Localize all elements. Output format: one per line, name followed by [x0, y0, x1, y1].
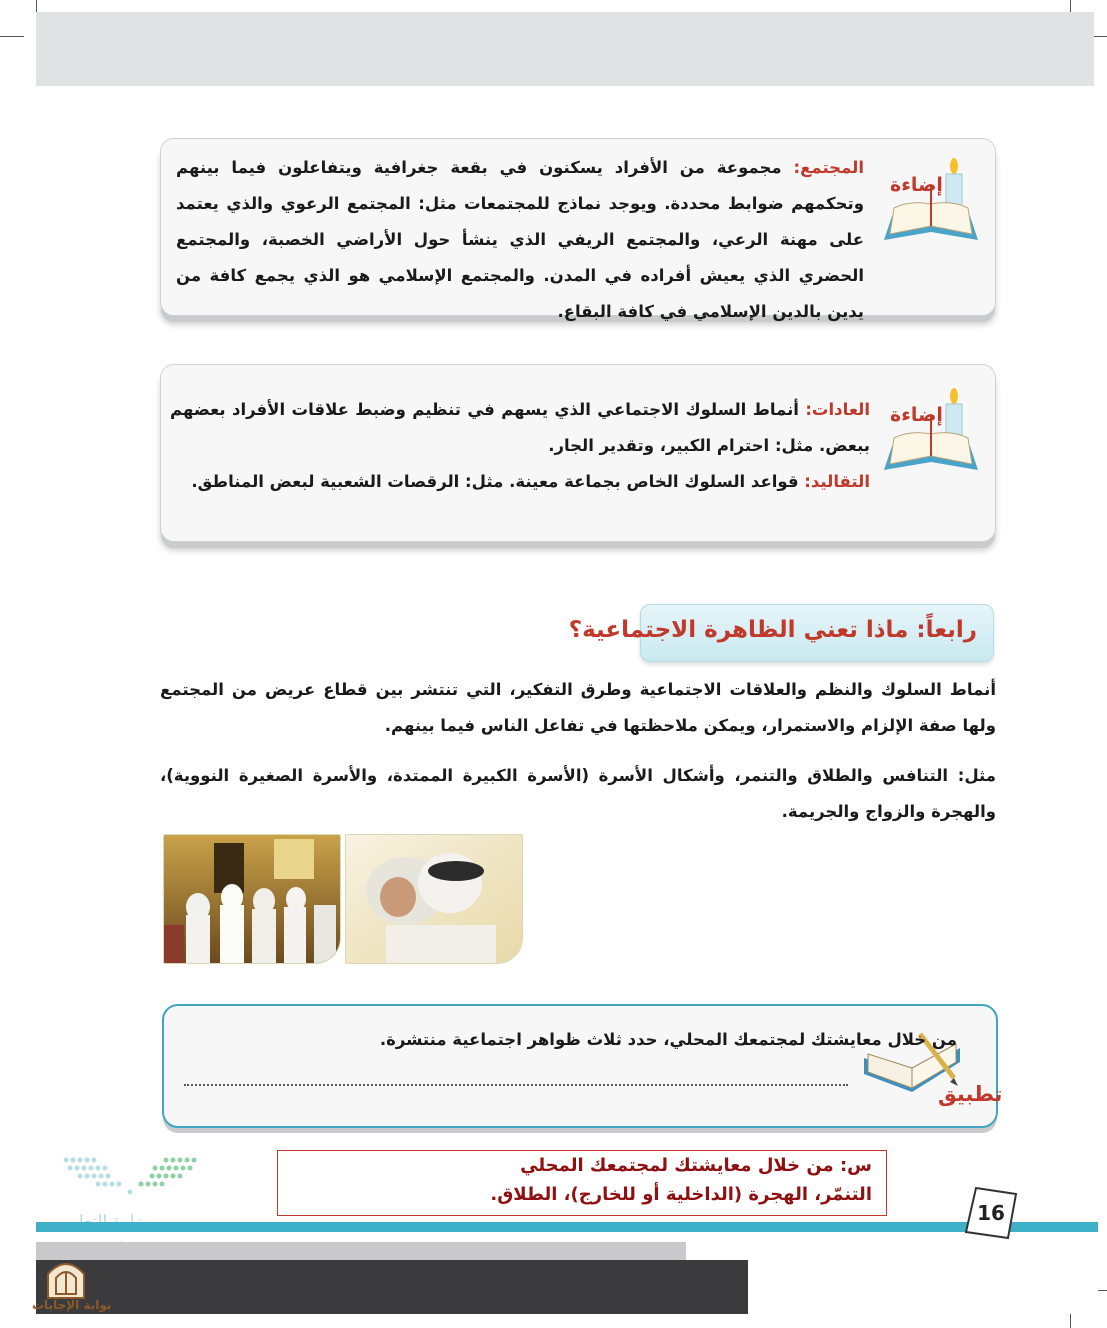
footer-dark-bar	[36, 1260, 748, 1314]
customs-text: أنماط السلوك الاجتماعي الذي يسهم في تنظيم وضبط علاقات الأفراد بعضهم ببعض. مثل: احترام الكبير، وتقدير الجار.	[170, 400, 870, 455]
society-definition	[176, 150, 864, 330]
photo-crowd	[163, 834, 341, 964]
idaa-label: إضاءة	[890, 404, 943, 426]
answer-box	[277, 1150, 887, 1216]
society-text: مجموعة من الأفراد يسكنون في بقعة جغرافية ويتفاعلون فيما بينهم وتحكمهم ضوابط محددة. ويوجد نماذج للمجتمعات مثل: المجتمع الرعوي والذي يعتمد على مهنة الرعي، والمجتمع الريفي الذي ينشأ حول الأراضي الخصبة، والمجتمع الحضري الذي يعيش أفراده في المدن. والمجتمع الإسلامي هو الذي يجمع كافة من يدين بالدين الإسلامي في كافة البقاع.	[176, 158, 864, 321]
footer-slant	[686, 1232, 1098, 1314]
idaa-label: إضاءة	[890, 174, 943, 196]
portal-name: بوابة الإجابات	[32, 1298, 112, 1312]
ministry-logo-icon	[62, 1154, 198, 1198]
page-number: 16	[977, 1201, 1005, 1225]
term-traditions: التقاليد:	[804, 472, 870, 491]
crop-mark	[0, 36, 24, 37]
application-question: من خلال معايشتك لمجتمعك المحلي، حدد ثلاث ظواهر اجتماعية منتشرة.	[379, 1030, 957, 1049]
idaa-badge	[876, 156, 984, 246]
page-number-badge	[962, 1184, 1020, 1242]
header-band	[36, 12, 1094, 86]
portal-logo-icon	[44, 1254, 88, 1300]
customs-definition	[170, 392, 870, 464]
answer-line-2: التنمّر، الهجرة (الداخلية أو للخارج)، الطلاق.	[490, 1184, 872, 1205]
phenomenon-definition: أنماط السلوك والنظم والعلاقات الاجتماعية وطرق التفكير، التي تنتشر بين قطاع عريض من المجتمع ولها صفة الإلزام والاستمرار، ويمكن ملاحظتها في تفاعل الناس فيما بينهم.	[160, 680, 996, 735]
footer-grey-bar	[36, 1242, 686, 1260]
traditions-definition	[170, 464, 870, 500]
footer-teal-bar	[36, 1222, 1098, 1232]
application-label: تطبيق	[938, 1082, 1003, 1106]
book-candle-icon	[876, 386, 986, 478]
section-heading-box	[568, 604, 994, 662]
term-customs: العادات:	[805, 400, 870, 419]
photo-embrace	[345, 834, 523, 964]
phenomenon-examples: مثل: التنافس والطلاق والتنمر، وأشكال الأسرة (الأسرة الكبيرة الممتدة، والأسرة الصغيرة النووية)، والهجرة والزواج والجريمة.	[160, 766, 996, 821]
term-society: المجتمع:	[793, 158, 864, 177]
idaa-badge	[876, 386, 984, 476]
book-candle-icon	[876, 156, 986, 248]
traditions-text: قواعد السلوك الخاص بجماعة معينة. مثل: الرقصات الشعبية لبعض المناطق.	[191, 472, 805, 491]
section-heading: رابعاً: ماذا تعني الظاهرة الاجتماعية؟	[568, 617, 977, 643]
answer-dotted-line	[184, 1084, 848, 1086]
answer-line-1: س: من خلال معايشتك لمجتمعك المحلي	[520, 1155, 872, 1176]
